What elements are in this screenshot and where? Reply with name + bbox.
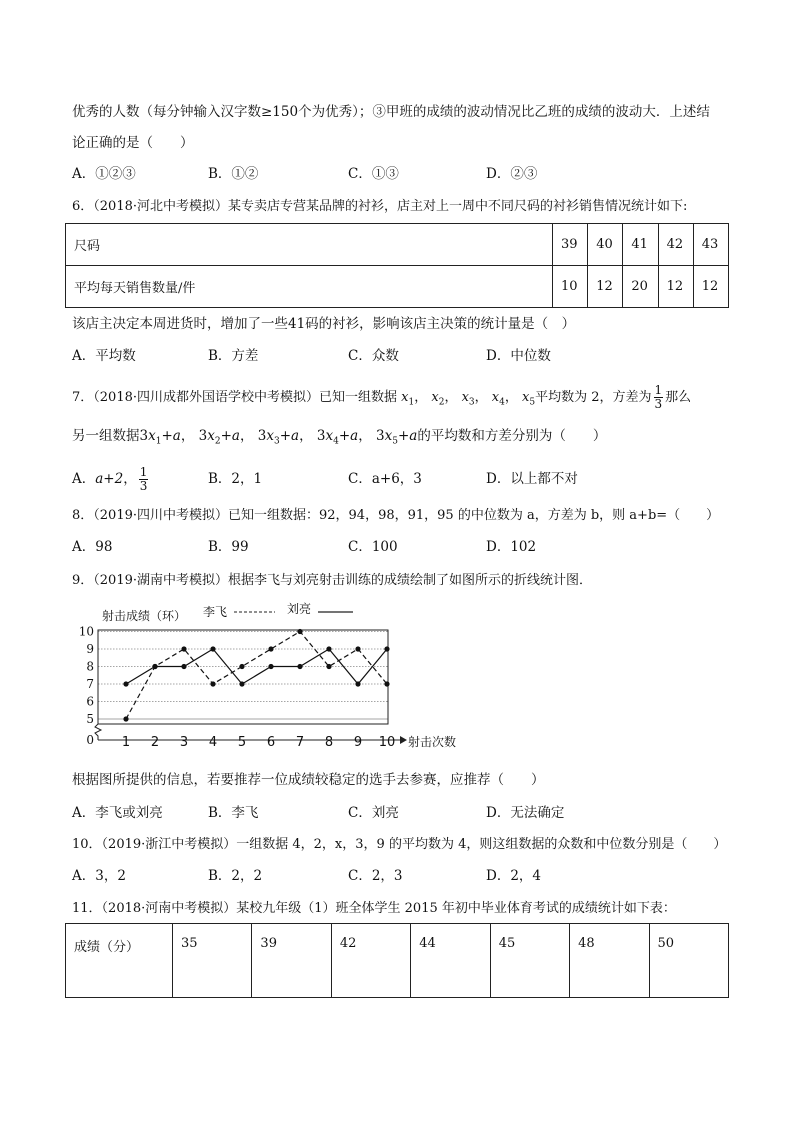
q7-sep: ， [123,471,137,487]
q7-var: x [461,390,469,405]
data-point-liuliang [210,646,215,651]
q7-frac-num: 1 [654,383,663,397]
data-point-lifei [384,681,389,686]
q6-size-cell: 41 [623,224,658,266]
q7-option-c: C．a+6，3 [348,471,422,487]
q7-option-b: B．2，1 [208,471,263,487]
q5-line2: 论正确的是（ ） [72,135,194,151]
q7-sub: 4 [499,397,505,408]
q7-coef: 3 [257,428,267,444]
q7-sub: 2 [214,436,221,447]
q7-line2: 另一组数据$3x_1+a$， $3x_2+a$， $3x_3+a$， $3x_4+a$， $3x_5+a$的平均数和方差分别为（ ） [72,428,607,447]
q7-plus-a: +a [279,428,300,444]
q7-var: x [491,390,500,405]
x-tick-label: 8 [324,735,334,750]
q7-stem-a: 7．（2018·四川成都外国语学校中考模拟）已知一组数据 [72,390,397,405]
q10-option-b: B．2，2 [208,868,263,884]
q7-opt-a-expr: a+2 [95,471,124,487]
q7-coef: 3 [376,428,385,444]
q6-count-cell: 10 [553,266,588,308]
q5-option-b: B．①② [208,166,259,182]
q7-stem-c: 那么 [665,390,692,405]
x-tick-label: 5 [237,735,247,750]
q7-plus-a: +a [220,428,240,444]
q7-opt-a-fraction [139,466,149,493]
q7-sub: 5 [392,436,398,447]
y-tick-label: 7 [86,677,94,691]
q7-stem-b: 平均数为 2，方差为 [535,390,652,405]
y-tick-label: 6 [86,694,94,709]
data-point-lifei [123,716,128,721]
data-point-lifei [181,646,186,651]
data-point-liuliang [181,664,186,669]
q7-line2-a: 另一组数据 [72,428,140,444]
y-tick-label: 8 [86,659,94,674]
data-point-liuliang [152,664,157,669]
q8-option-d: D．102 [486,539,537,555]
q11-table [65,923,729,998]
q9-after: 根据图所提供的信息，若要推荐一位成绩较稳定的选手去参赛，应推荐（ ） [72,772,545,788]
q10-stem: 10．（2019·浙江中考模拟）一组数据 4，2，x，3，9 的平均数为 4，则这组数据的众数和中位数分别是（ ） [72,837,727,852]
q6-size-cell: 43 [693,224,728,266]
q11-row-label: 成绩（分） [66,924,173,998]
x-tick-label: 4 [208,735,218,750]
q8-option-b: B．99 [208,539,249,555]
q10-option-a: A．3，2 [72,868,126,884]
q6-row1-label: 尺码 [66,224,553,266]
q11-score-cell: 50 [649,924,728,998]
q9-option-c: C．刘亮 [348,805,399,821]
q7-sub: 5 [529,397,536,408]
x-tick-label: 10 [378,735,396,750]
legend-label-lifei: 李飞 [203,605,228,619]
y-tick-label: 0 [86,733,94,747]
chart-labels [79,602,456,750]
q7-plus-a: +a [338,428,359,444]
q11-stem: 11．（2018·河南中考模拟）某校九年级（1）班全体学生 2015 年初中毕业体育考试的成绩统计如下表： [72,901,676,916]
q7-sub: 2 [438,397,445,408]
q6-table [65,223,729,308]
q7-sub: 3 [468,397,475,408]
q9-option-a: A．李飞或刘亮 [72,805,163,821]
chart-series [123,629,389,722]
q7-sub: 1 [155,436,162,447]
q9-option-d: D．无法确定 [486,805,565,821]
q7-var: x [266,428,274,444]
q7-var: x [401,390,409,405]
q6-option-d: D．中位数 [486,348,551,364]
x-tick-label: 7 [295,735,305,750]
q7-opt-a-prefix: A． [72,471,96,487]
data-point-lifei [326,664,331,669]
legend-label-liuliang: 刘亮 [287,602,312,616]
q8-stem: 8．（2019·四川中考模拟）已知一组数据：92，94，98，91，95 的中位数为 a，方差为 b，则 a+b=（ ） [72,508,720,523]
q6-count-cell: 12 [693,266,728,308]
q7-frac-den: 3 [139,479,148,493]
y-tick-label: 10 [78,624,94,639]
q7-option-d: D．以上都不对 [486,471,578,487]
q7-sub: 4 [333,436,339,447]
x-axis-title: 射击次数 [408,735,457,749]
q5-option-d: D．②③ [486,166,538,182]
data-point-liuliang [355,681,360,686]
q6-option-c: C．众数 [348,348,399,364]
q11-score-cell: 48 [570,924,649,998]
q7-var: x [148,428,156,444]
y-axis-title: 射击成绩（环） [102,609,187,623]
q7-frac-num: 1 [139,465,148,479]
q11-score-cell: 44 [411,924,490,998]
q7-var: x [522,390,530,405]
data-point-lifei [268,646,273,651]
q9-stem: 9．（2019·湖南中考模拟）根据李飞与刘亮射击训练的成绩绘制了如图所示的折线统计图． [72,573,592,588]
q7-var: x [384,428,393,444]
q5-line1: 优秀的人数（每分钟输入汉字数≥150个为优秀）；③甲班的成绩的波动情况比乙班的成绩的波动大．上述结 [72,104,710,120]
q6-count-cell: 20 [623,266,658,308]
data-point-liuliang [239,681,244,686]
q7-frac-den: 3 [654,397,663,411]
data-point-liuliang [326,646,331,651]
q6-count-cell: 12 [588,266,623,308]
q7-line2-b: 的平均数和方差分别为（ ） [417,428,607,444]
x-tick-label: 2 [150,735,160,750]
q6-after: 该店主决定本周进货时，增加了一些41码的衬衫，影响该店主决策的统计量是（ ） [72,316,576,332]
x-tick-label: 6 [266,735,276,750]
q11-score-cell: 39 [252,924,331,998]
data-point-lifei [355,646,360,651]
chart-axes [95,630,407,744]
q7-sub: 1 [408,397,415,408]
x-tick-label: 9 [353,735,363,750]
y-tick-label: 5 [86,712,94,726]
q7-var: x [431,390,439,405]
q7-var: x [207,428,215,444]
data-point-lifei [297,629,302,634]
q7-fraction [654,384,664,411]
q7-stem: 7．（2018·四川成都外国语学校中考模拟）已知一组数据 $x_1$， $x_2$， $x_3$， $x_4$， $x_5$平均数为 2，方差为 $\frac{1}{3}$ 那么 [72,383,692,411]
q8-option-c: C．100 [348,539,398,555]
q6-stem: 6．（2018·河北中考模拟）某专卖店专营某品牌的衬衫，店主对上一周中不同尺码的衬衫销售情况统计如下: [72,199,688,214]
q11-score-cell: 35 [173,924,252,998]
q7-plus-a: +a [161,428,181,444]
x-tick-label: 1 [121,735,131,750]
x-tick-label: 3 [179,735,189,750]
q11-score-cell: 45 [490,924,569,998]
q6-option-b: B．方差 [208,348,259,364]
q11-score-cell: 42 [331,924,410,998]
q7-option-a [72,466,150,493]
data-point-lifei [210,681,215,686]
data-point-lifei [239,664,244,669]
q7-coef: 3 [198,428,208,444]
plot-frame [98,630,388,724]
q7-coef: 3 [316,428,326,444]
q7-sub: 3 [273,436,280,447]
q9-option-b: B．李飞 [208,805,259,821]
data-point-liuliang [297,664,302,669]
q6-size-cell: 40 [588,224,623,266]
data-point-liuliang [268,664,273,669]
q8-option-a: A．98 [72,539,113,555]
y-tick-label: 9 [86,642,94,656]
q7-plus-a: +a [397,428,418,444]
data-point-liuliang [123,681,128,686]
q10-option-c: C．2，3 [348,868,403,884]
q10-option-d: D．2，4 [486,868,542,884]
data-point-liuliang [384,646,389,651]
q6-row2-label: 平均每天销售数量/件 [66,266,553,308]
q6-count-cell: 12 [658,266,693,308]
q7-var: x [325,428,334,444]
q7-coef: 3 [139,428,149,444]
q5-option-c: C．①③ [348,166,399,182]
q6-option-a: A．平均数 [72,348,136,364]
q6-size-cell: 42 [658,224,693,266]
x-axis-arrow [400,736,407,744]
q5-option-a: A．①②③ [72,166,136,182]
shooting-line-chart [70,600,470,760]
y-axis-break [95,724,101,740]
q6-size-cell: 39 [553,224,588,266]
